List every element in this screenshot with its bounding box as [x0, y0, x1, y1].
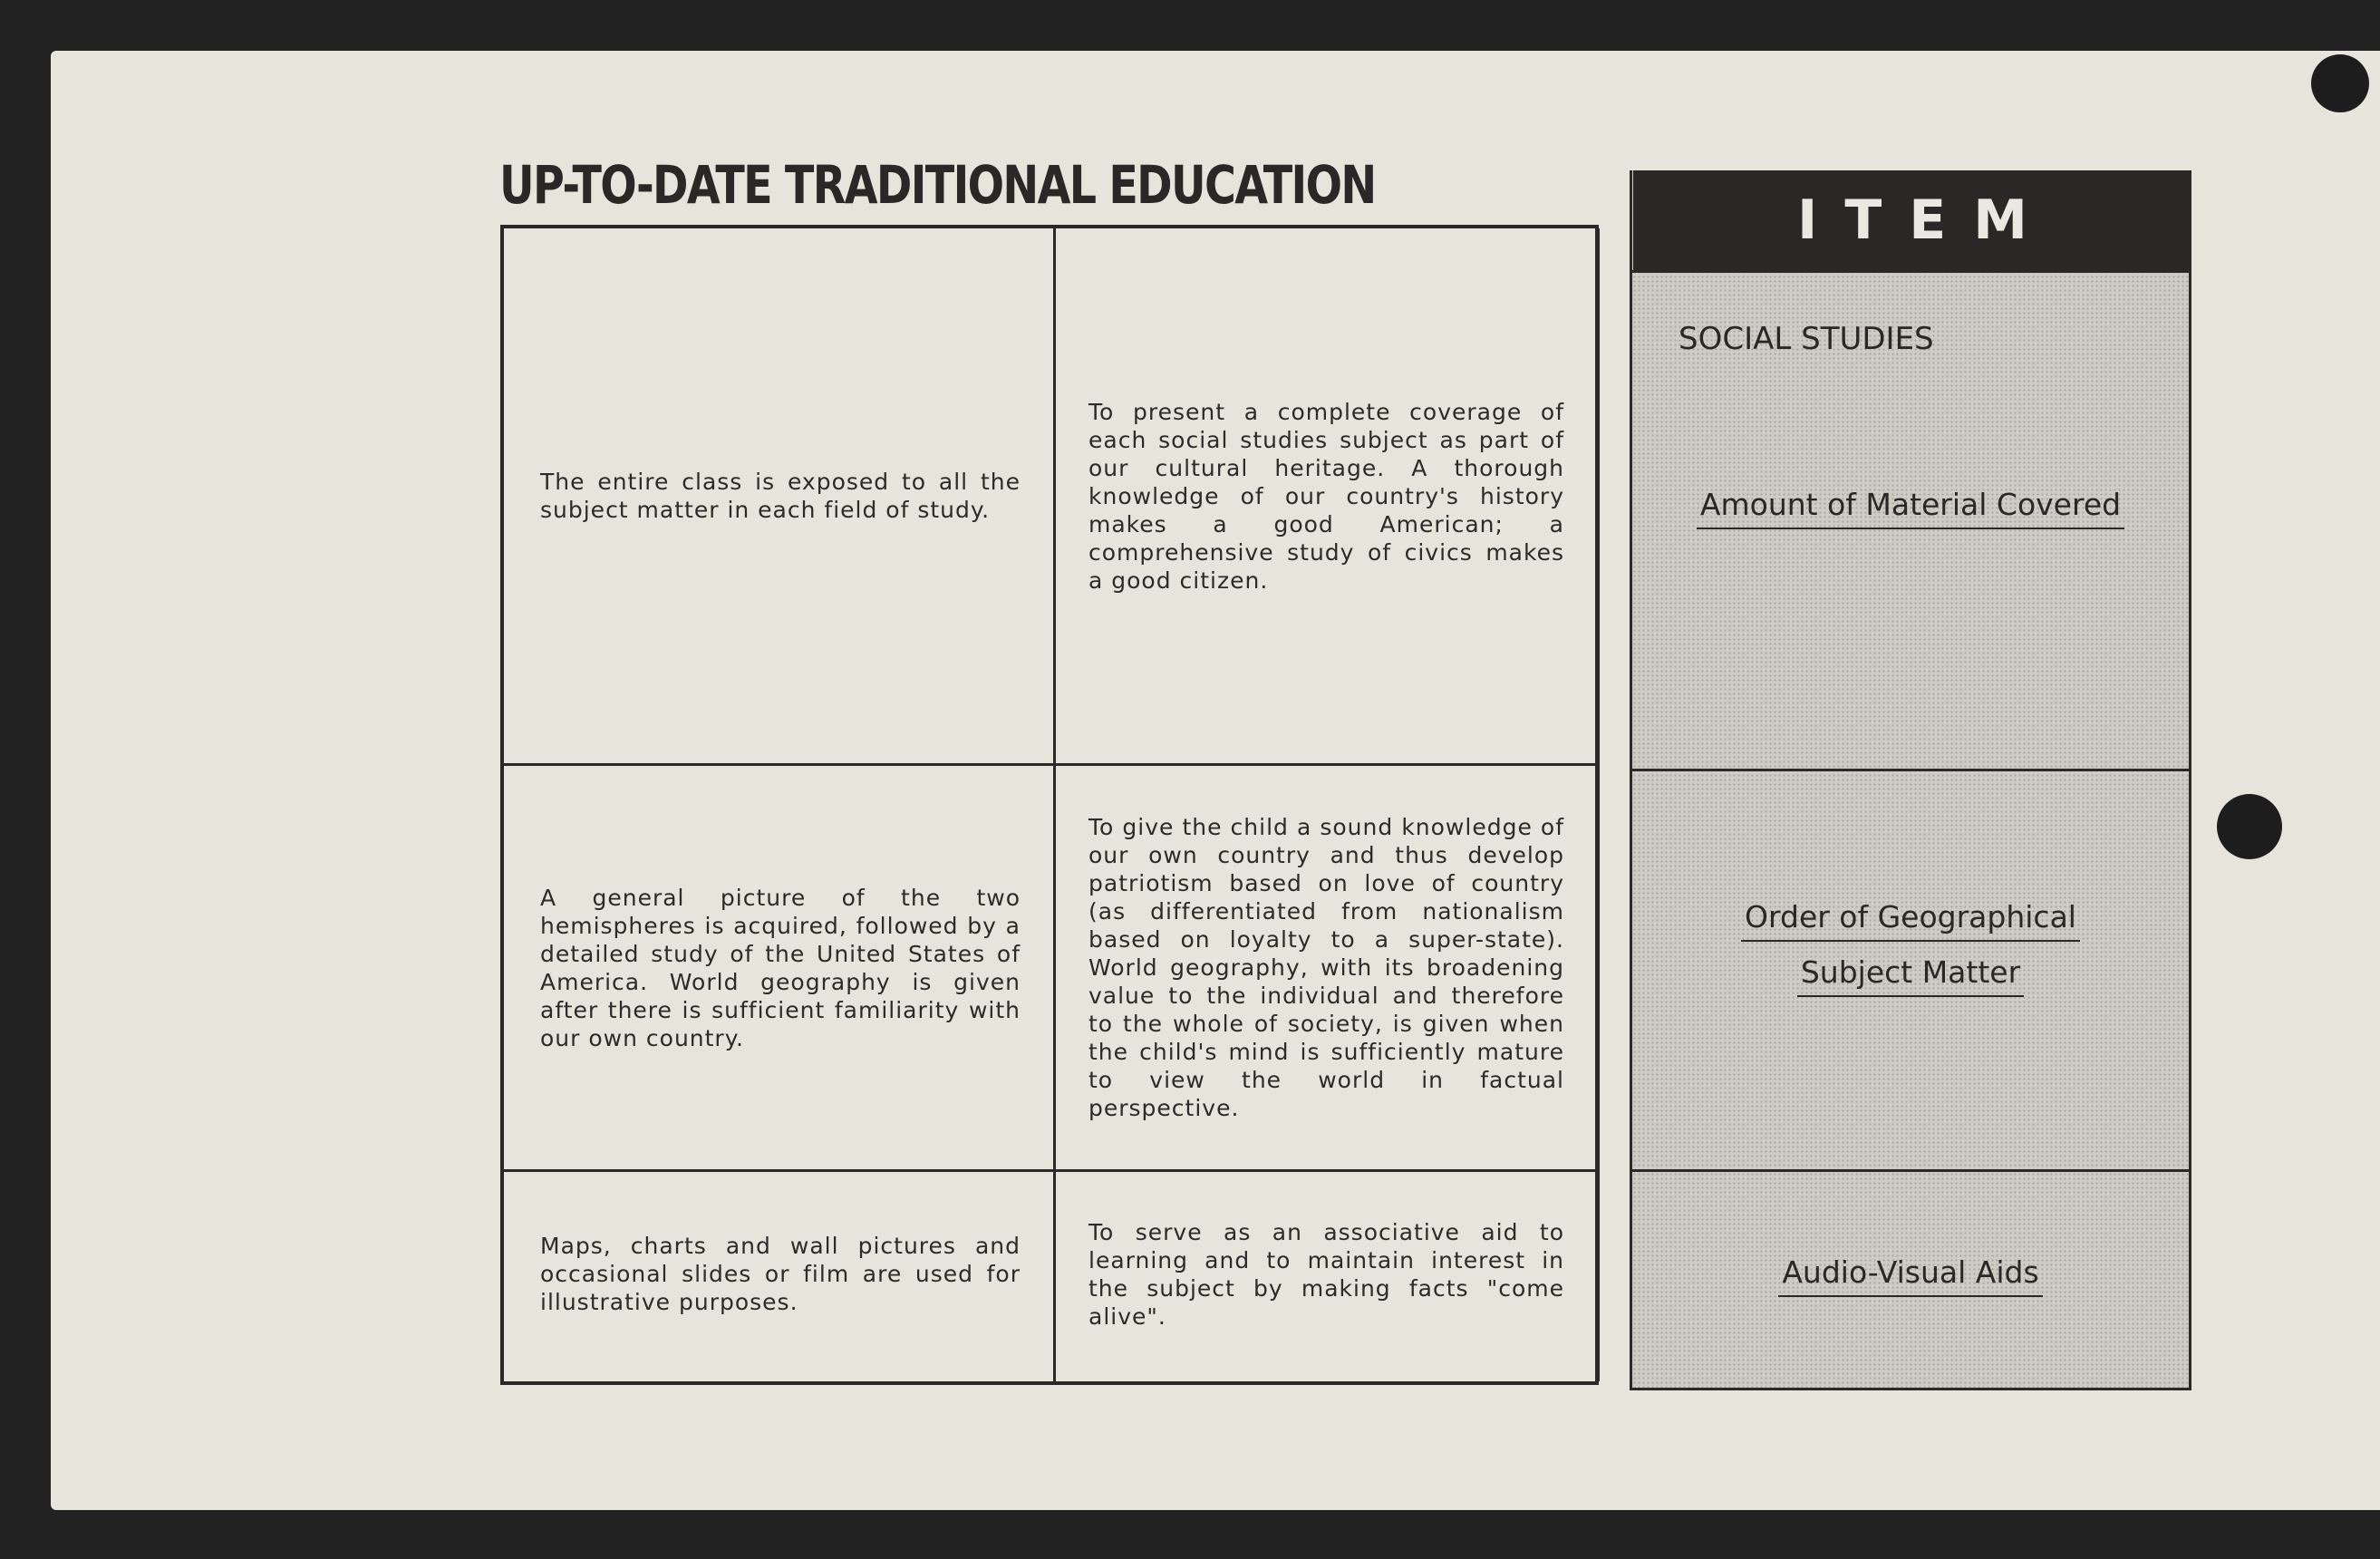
comparison-table: [500, 225, 1599, 1385]
purpose-cell-audio-visual: [1088, 1172, 1564, 1376]
item-label-line: Audio-Visual Aids: [1778, 1254, 2042, 1297]
item-label-geography: [1630, 899, 2191, 1010]
item-label-audio-visual: [1630, 1254, 2191, 1310]
item-label-line: Subject Matter: [1797, 954, 2024, 997]
column-divider: [1597, 228, 1600, 1381]
item-label-material: [1630, 487, 2191, 542]
item-label-line: Amount of Material Covered: [1697, 487, 2124, 529]
item-header: [1633, 170, 2191, 270]
item-label-line: Order of Geographical: [1741, 899, 2080, 942]
practice-text: A general picture of the two hemispheres is acquired, followed by a detailed study of the United States of America. World geography is given after there is sufficient familiarity with our own country.: [540, 884, 1021, 1051]
purpose-cell-geography: [1088, 766, 1564, 1169]
binder-hole: [2217, 794, 2282, 859]
item-divider: [1630, 1169, 2191, 1172]
purpose-text: To present a complete coverage of each social studies subject as part of our cultural heritage. A thorough knowledge of our country's history makes a good American; a comprehensive study of civics makes a good citizen.: [1088, 398, 1564, 594]
subject-label: SOCIAL STUDIES: [1679, 321, 1934, 357]
column-divider: [1053, 228, 1056, 1381]
purpose-text: To serve as an associative aid to learning and to maintain interest in the subject by making facts "come alive".: [1088, 1218, 1564, 1330]
practice-text: Maps, charts and wall pictures and occasional slides or film are used for illustrative purposes.: [540, 1233, 1021, 1315]
purpose-text: To give the child a sound knowledge of our own country and thus develop patriotism based on love of country (as differentiated from nationalism based on loyalty to a super-state). World geography, with its broadening value to the individual and therefore to the whole of society, is given when the child's mind is sufficiently mature to view the world in factual perspective.: [1088, 814, 1564, 1121]
item-divider: [1630, 769, 2191, 771]
practice-cell-audio-visual: [540, 1172, 1021, 1376]
practice-text: The entire class is exposed to all the subject matter in each field of study.: [540, 469, 1021, 523]
item-header-label: ITEM: [1797, 189, 2055, 252]
purpose-cell-material: [1088, 228, 1564, 763]
page-title: UP-TO-DATE TRADITIONAL EDUCATION: [499, 154, 1376, 216]
practice-cell-geography: [540, 766, 1021, 1169]
binder-notch: [2311, 54, 2369, 112]
item-divider: [1630, 270, 2191, 273]
practice-cell-material: [540, 228, 1021, 763]
